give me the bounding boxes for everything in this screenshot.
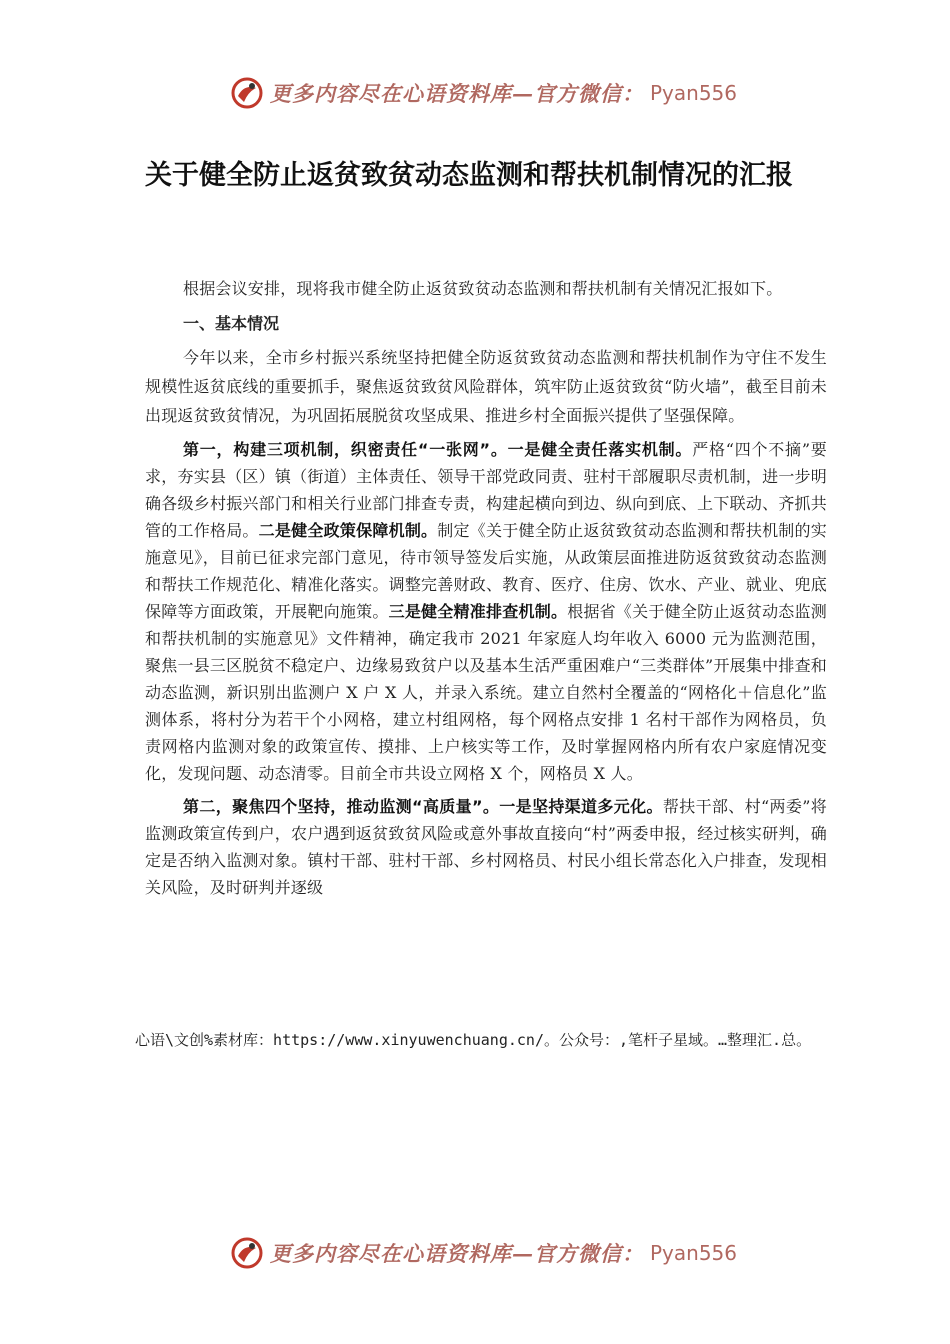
section-heading: 一、基本情况: [183, 314, 280, 333]
banner-wechat-id: Pyan556: [650, 81, 738, 105]
footer-banner: [230, 1233, 750, 1273]
banner-brand-text: 更多内容尽在心语资料库—官方微信：: [270, 81, 644, 106]
second-point-paragraph: [145, 793, 827, 901]
document-body: [145, 274, 827, 901]
brand-logo-icon: [230, 76, 264, 110]
first-sub3-text: 根据省《关于健全防止返贫动态监测和帮扶机制的实施意见》文件精神，确定我市 2021 年家庭人均年收入 6000 元为监测范围，聚焦一县三区脱贫不稳定户、边缘易致贫户以及基本生活严重困难户“三类群体”开展集中排查和动态监测，新识别出监测户 X 户 X 人，并录入系统。建立自然村全覆盖的“网格化＋信息化”监测体系，将村分为若干个小网格，建立村组网格，每个网格点安排 1 名村干部作为网格员，负责网格内监测对象的政策宣传、摸排、上户核实等工作，及时掌握网格内所有农户家庭情况变化，发现问题、动态清零。目前全市共设立网格 X 个，网格员 X 人。: [145, 602, 827, 783]
banner-brand-text: 更多内容尽在心语资料库—官方微信：: [270, 1241, 644, 1266]
first-sub1-text: 严格“四个不摘”要求，夯实县（区）镇（街道）主体责任、领导干部党政同责、驻村干部履职尽责机制，进一步明确各级乡村振兴部门和相关行业部门排查专责，构建起横向到边、纵向到底、上下联动、齐抓共管的工作格局。: [145, 440, 827, 540]
first-point-paragraph: [145, 436, 827, 787]
second-sub1-text: 帮扶干部、村“两委”将监测政策宣传到户，农户遇到返贫致贫风险或意外事故直接向“村”两委申报，经过核实研判，确定是否纳入监测对象。镇村干部、驻村干部、乡村网格员、村民小组长常态化入户排查，发现相关风险，及时研判并逐级: [145, 797, 827, 897]
page-title: 关于健全防止返贫致贫动态监测和帮扶机制情况的汇报: [145, 160, 793, 191]
header-banner: [230, 73, 750, 113]
banner-wechat-id: Pyan556: [650, 1241, 738, 1265]
first-sub2-text: 制定《关于健全防止返贫致贫动态监测和帮扶机制的实施意见》，目前已征求完部门意见，待市领导签发后实施，从政策层面推进防返贫致贫动态监测和帮扶工作规范化、精准化落实。调整完善财政、教育、医疗、住房、饮水、产业、就业、兜底保障等方面政策，开展靶向施策。: [145, 521, 827, 621]
second-sub1-heading: 一是坚持渠道多元化。: [499, 797, 663, 816]
first-sub2-heading: 二是健全政策保障机制。: [258, 521, 438, 540]
brand-logo-icon: [230, 1236, 264, 1270]
basic-situation-paragraph: 今年以来，全市乡村振兴系统坚持把健全防返贫致贫动态监测和帮扶机制作为守住不发生规模性返贫底线的重要抓手，聚焦返贫致贫风险群体，筑牢防止返贫致贫“防火墙”，截至目前未出现返贫致贫情况，为巩固拓展脱贫攻坚成果、推进乡村全面振兴提供了坚强保障。: [145, 348, 827, 425]
source-note: 心语\文创%素材库：https://www.xinyuwenchuang.cn/。公众号：,笔杆子星域。…整理汇.总。: [135, 1031, 812, 1049]
first-sub1-heading: 一是健全责任落实机制。: [507, 440, 693, 459]
first-point-lead: 第一，构建三项机制，织密责任“一张网”。: [183, 440, 508, 459]
first-sub3-heading: 三是健全精准排查机制。: [388, 602, 568, 621]
second-point-lead: 第二，聚焦四个坚持，推动监测“高质量”。: [183, 797, 500, 816]
intro-paragraph: 根据会议安排，现将我市健全防止返贫致贫动态监测和帮扶机制有关情况汇报如下。: [183, 279, 783, 298]
